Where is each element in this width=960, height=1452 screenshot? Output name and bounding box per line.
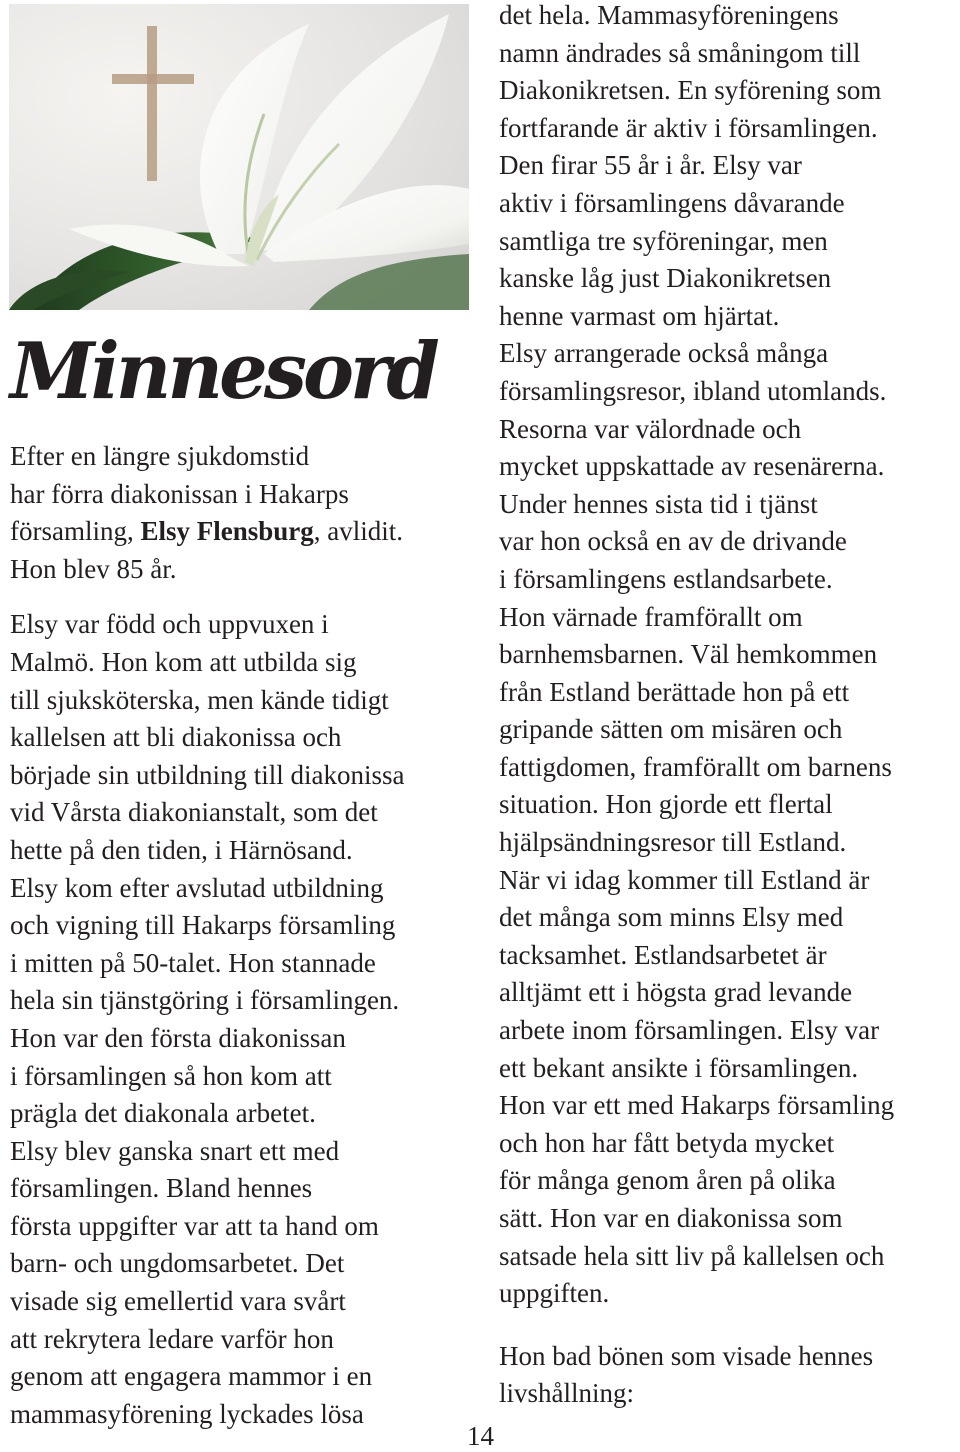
text-line: livshållning: <box>499 1378 634 1409</box>
text-line: har förra diakonissan i Hakarps <box>10 478 349 509</box>
text-line: När vi idag kommer till Estland är <box>499 864 870 895</box>
text-line: och vigning till Hakarps församling <box>10 910 396 941</box>
text-line: första uppgifter var att ta hand om <box>10 1210 379 1241</box>
text-line: satsade hela sitt liv på kallelsen och <box>499 1240 885 1271</box>
text-line: i församlingens estlandsarbete. <box>499 563 833 594</box>
text-line: kallelsen att bli diakonissa och <box>10 722 342 753</box>
text-line: Hon var ett med Hakarps församling <box>499 1090 895 1121</box>
text-line: aktiv i församlingens dåvarande <box>499 187 845 218</box>
text-line: Elsy blev ganska snart ett med <box>10 1135 340 1166</box>
text-line: gripande sätten om misären och <box>499 714 843 745</box>
text-line: började sin utbildning till diakonissa <box>10 759 405 790</box>
text-line: det hela. Mammasyföreningens <box>499 0 839 30</box>
text-line: Hon värnade framförallt om <box>499 601 803 632</box>
left-column <box>10 438 480 1433</box>
text-line: hette på den tiden, i Härnösand. <box>10 834 353 865</box>
text-line: i församlingen så hon kom att <box>10 1060 332 1091</box>
text-line: Hon blev 85 år. <box>10 553 177 584</box>
text-line: fortfarande är aktiv i församlingen. <box>499 112 878 143</box>
text-line: till sjuksköterska, men kände tidigt <box>10 684 389 715</box>
text-line: Elsy arrangerade också många <box>499 338 829 369</box>
text-line: mammasyförening lyckades lösa <box>10 1398 364 1429</box>
text-line: var hon också en av de drivande <box>499 526 847 557</box>
text-line: genom att engagera mammor i en <box>10 1361 373 1392</box>
text-line: Den firar 55 år i år. Elsy var <box>499 150 802 181</box>
text-line: fattigdomen, framförallt om barnens <box>499 751 892 782</box>
text-line: barnhemsbarnen. Väl hemkommen <box>499 639 878 670</box>
article-title: Minnesord <box>10 326 436 417</box>
text-line: samtliga tre syföreningar, men <box>499 225 828 256</box>
text-segment: församling, <box>10 516 141 547</box>
text-line: mycket uppskattade av resenärerna. <box>499 451 885 482</box>
text-line <box>10 513 480 551</box>
deceased-name: Elsy Flensburg <box>140 516 314 547</box>
page-number: 14 <box>467 1421 494 1451</box>
text-line: ett bekant ansikte i församlingen. <box>499 1052 859 1083</box>
text-line: det många som minns Elsy med <box>499 902 844 933</box>
text-line: Elsy kom efter avslutad utbildning <box>10 872 384 903</box>
text-line: hjälpsändningsresor till Estland. <box>499 827 847 858</box>
text-line: Under hennes sista tid i tjänst <box>499 488 818 519</box>
paragraph-gap <box>10 588 480 606</box>
paragraph-gap <box>499 1313 957 1338</box>
right-column <box>499 0 957 1413</box>
text-line: och hon har fått betyda mycket <box>499 1127 835 1158</box>
lily-cross-illustration <box>9 4 469 310</box>
text-line: arbete inom församlingen. Elsy var <box>499 1015 880 1046</box>
text-line: hela sin tjänstgöring i församlingen. <box>10 985 400 1016</box>
lily-cross-photo <box>9 4 469 310</box>
text-line: namn ändrades så småningom till <box>499 37 861 68</box>
text-line: sätt. Hon var en diakonissa som <box>499 1203 843 1233</box>
text-line: situation. Hon gjorde ett flertal <box>499 789 833 820</box>
text-line: Diakonikretsen. En syförening som <box>499 75 882 106</box>
text-line: henne varmast om hjärtat. <box>499 300 780 331</box>
text-line: församlingsresor, ibland utomlands. <box>499 375 887 406</box>
text-line: Malmö. Hon kom att utbilda sig <box>10 646 357 677</box>
text-line: tacksamhet. Estlandsarbetet är <box>499 939 827 970</box>
text-line: för många genom åren på olika <box>499 1165 836 1196</box>
text-segment: , avlidit. <box>313 516 404 547</box>
text-line: vid Vårsta diakonianstalt, som det <box>10 797 378 828</box>
text-line: prägla det diakonala arbetet. <box>10 1098 316 1129</box>
text-line: barn- och ungdomsarbetet. Det <box>10 1248 345 1279</box>
text-line: Hon var den första diakonissan <box>10 1022 346 1053</box>
text-line: visade sig emellertid vara svårt <box>10 1286 346 1317</box>
text-line: Hon bad bönen som visade hennes <box>499 1340 874 1371</box>
text-line: i mitten på 50-talet. Hon stannade <box>10 947 376 978</box>
text-line: alltjämt ett i högsta grad levande <box>499 977 853 1008</box>
text-line: församlingen. Bland hennes <box>10 1173 313 1204</box>
text-line: Elsy var född och uppvuxen i <box>10 609 329 640</box>
text-line: uppgiften. <box>499 1278 610 1309</box>
text-line: kanske låg just Diakonikretsen <box>499 263 832 294</box>
text-line: Resorna var välordnade och <box>499 413 802 444</box>
text-line: Efter en längre sjukdomstid <box>10 441 310 471</box>
text-line: från Estland berättade hon på ett <box>499 676 850 707</box>
text-line: att rekrytera ledare varför hon <box>10 1323 334 1354</box>
